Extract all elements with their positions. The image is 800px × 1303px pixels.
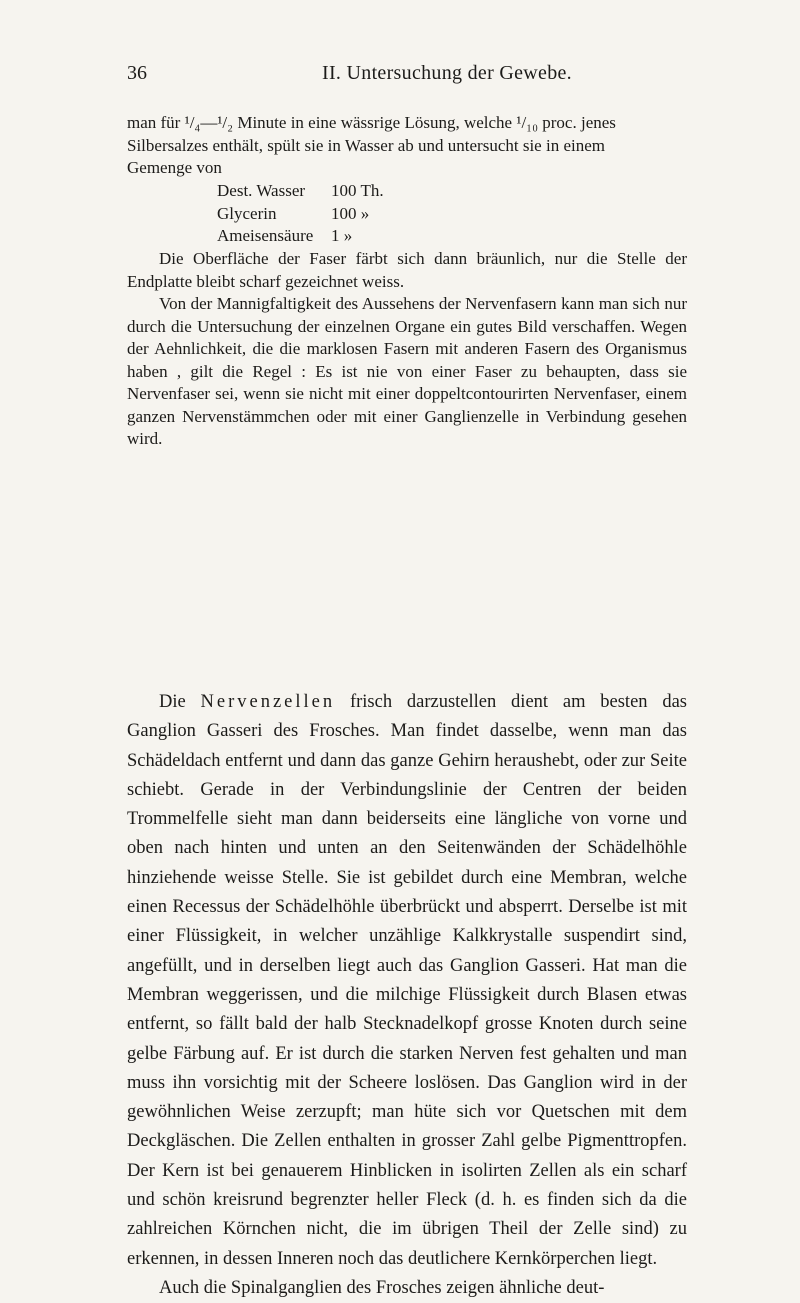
recipe-table [217,180,517,248]
ingredient-amount: 100 » [331,203,370,223]
spaced-term: Nervenzellen [200,692,336,712]
running-head: II. Untersuchung der Gewebe. [322,62,572,84]
paragraph-nerve-cells [127,688,687,1274]
recipe-row [217,203,517,226]
paragraph-intro [127,112,687,180]
text-line: Silbersalzes enthält, spült sie in Wasser ab und untersucht sie in einem [127,135,605,155]
ingredient-amount: 1 » [331,226,353,245]
paragraph-group-large [127,688,687,1303]
recipe-row [217,180,517,203]
ingredient-amount: 100 Th. [331,181,384,200]
paragraph-nerve-fibres: Von der Mannigfaltigkeit des Aussehens der Nervenfasern kann man sich nur durch die Untersuchung der einzelnen Organe ein gutes Bild verschaffen. Wegen der Aehnlichkeit, die die marklosen Fasern mit anderen Fasern des Organismus haben , gilt die Regel : Es ist nie von einer Faser zu behaupten, dass sie Nervenfaser sei, wenn sie nicht mit einer doppeltcontourirten Nervenfaser, einem ganzen Nervenstämmchen oder mit einer Ganglienzelle in Verbindung gesehen wird. [127,294,687,448]
recipe-row [217,225,517,248]
text-line: Gemenge von [127,158,222,177]
paragraph-group-small [127,248,687,451]
para-lead: Die [159,692,201,712]
paragraph-spinal-ganglia: Auch die Spinalganglien des Frosches zeigen ähnliche deut- [159,1277,605,1298]
ingredient-name: Glycerin [217,203,277,223]
ingredient-name: Ameisensäure [217,226,314,245]
page-header [127,62,687,90]
page-number: 36 [127,62,147,84]
ingredient-name: Dest. Wasser [217,181,306,200]
text-line: man für ¹/₄—¹/₂ Minute in eine wässrige Lösung, welche ¹/₁₀ proc. jenes [127,113,616,132]
para-body: frisch darzustellen dient am besten das Ganglion Gasseri des Frosches. Man findet dasselbe, wenn man das Schädeldach entfernt und dann das ganze Gehirn heraushebt, oder zur Seite schiebt. Gerade in der Verbindungslinie der Centren der beiden Trommelfelle sieht man dann beiderseits eine längliche von vorne und oben nach hinten und unten an den Seitenwänden der Schädelhöhle hinziehende weisse Stelle. Sie ist gebildet durch eine Membran, welche einen Recessus der Schädelhöhle überbrückt und absperrt. Derselbe ist mit einer Flüssigkeit, in welcher unzählige Kalkkrystalle suspendirt sind, angefüllt, und in derselben liegt auch das Ganglion Gasseri. Hat man die Membran weggerissen, und die milchige Flüssigkeit durch Blasen etwas entfernt, so fällt bald der halb Stecknadelkopf grosse Knoten durch seine gelbe Färbung auf. Er ist durch die starken Nerven fest gehalten und man muss ihn vorsichtig mit der Scheere loslösen. Das Ganglion wird in der gewöhnlichen Weise zerzupft; man hüte sich vor Quetschen mit dem Deckgläschen. Die Zellen enthalten in grosser Zahl gelbe Pigmenttropfen. Der Kern ist bei genauerem Hinblicken in isolirten Zellen als ein scharf und schön kreisrund begrenzter heller Fleck (d. h. es finden sich da die zahlreichen Körnchen nicht, die im übrigen Theil der Zelle sind) zu erkennen, in dessen Inneren noch das deutlichere Kernkörperchen liegt. [127,692,687,1269]
paragraph-surface: Die Oberfläche der Faser färbt sich dann bräunlich, nur die Stelle der Endplatte bleibt scharf gezeichnet weiss. [127,249,687,291]
